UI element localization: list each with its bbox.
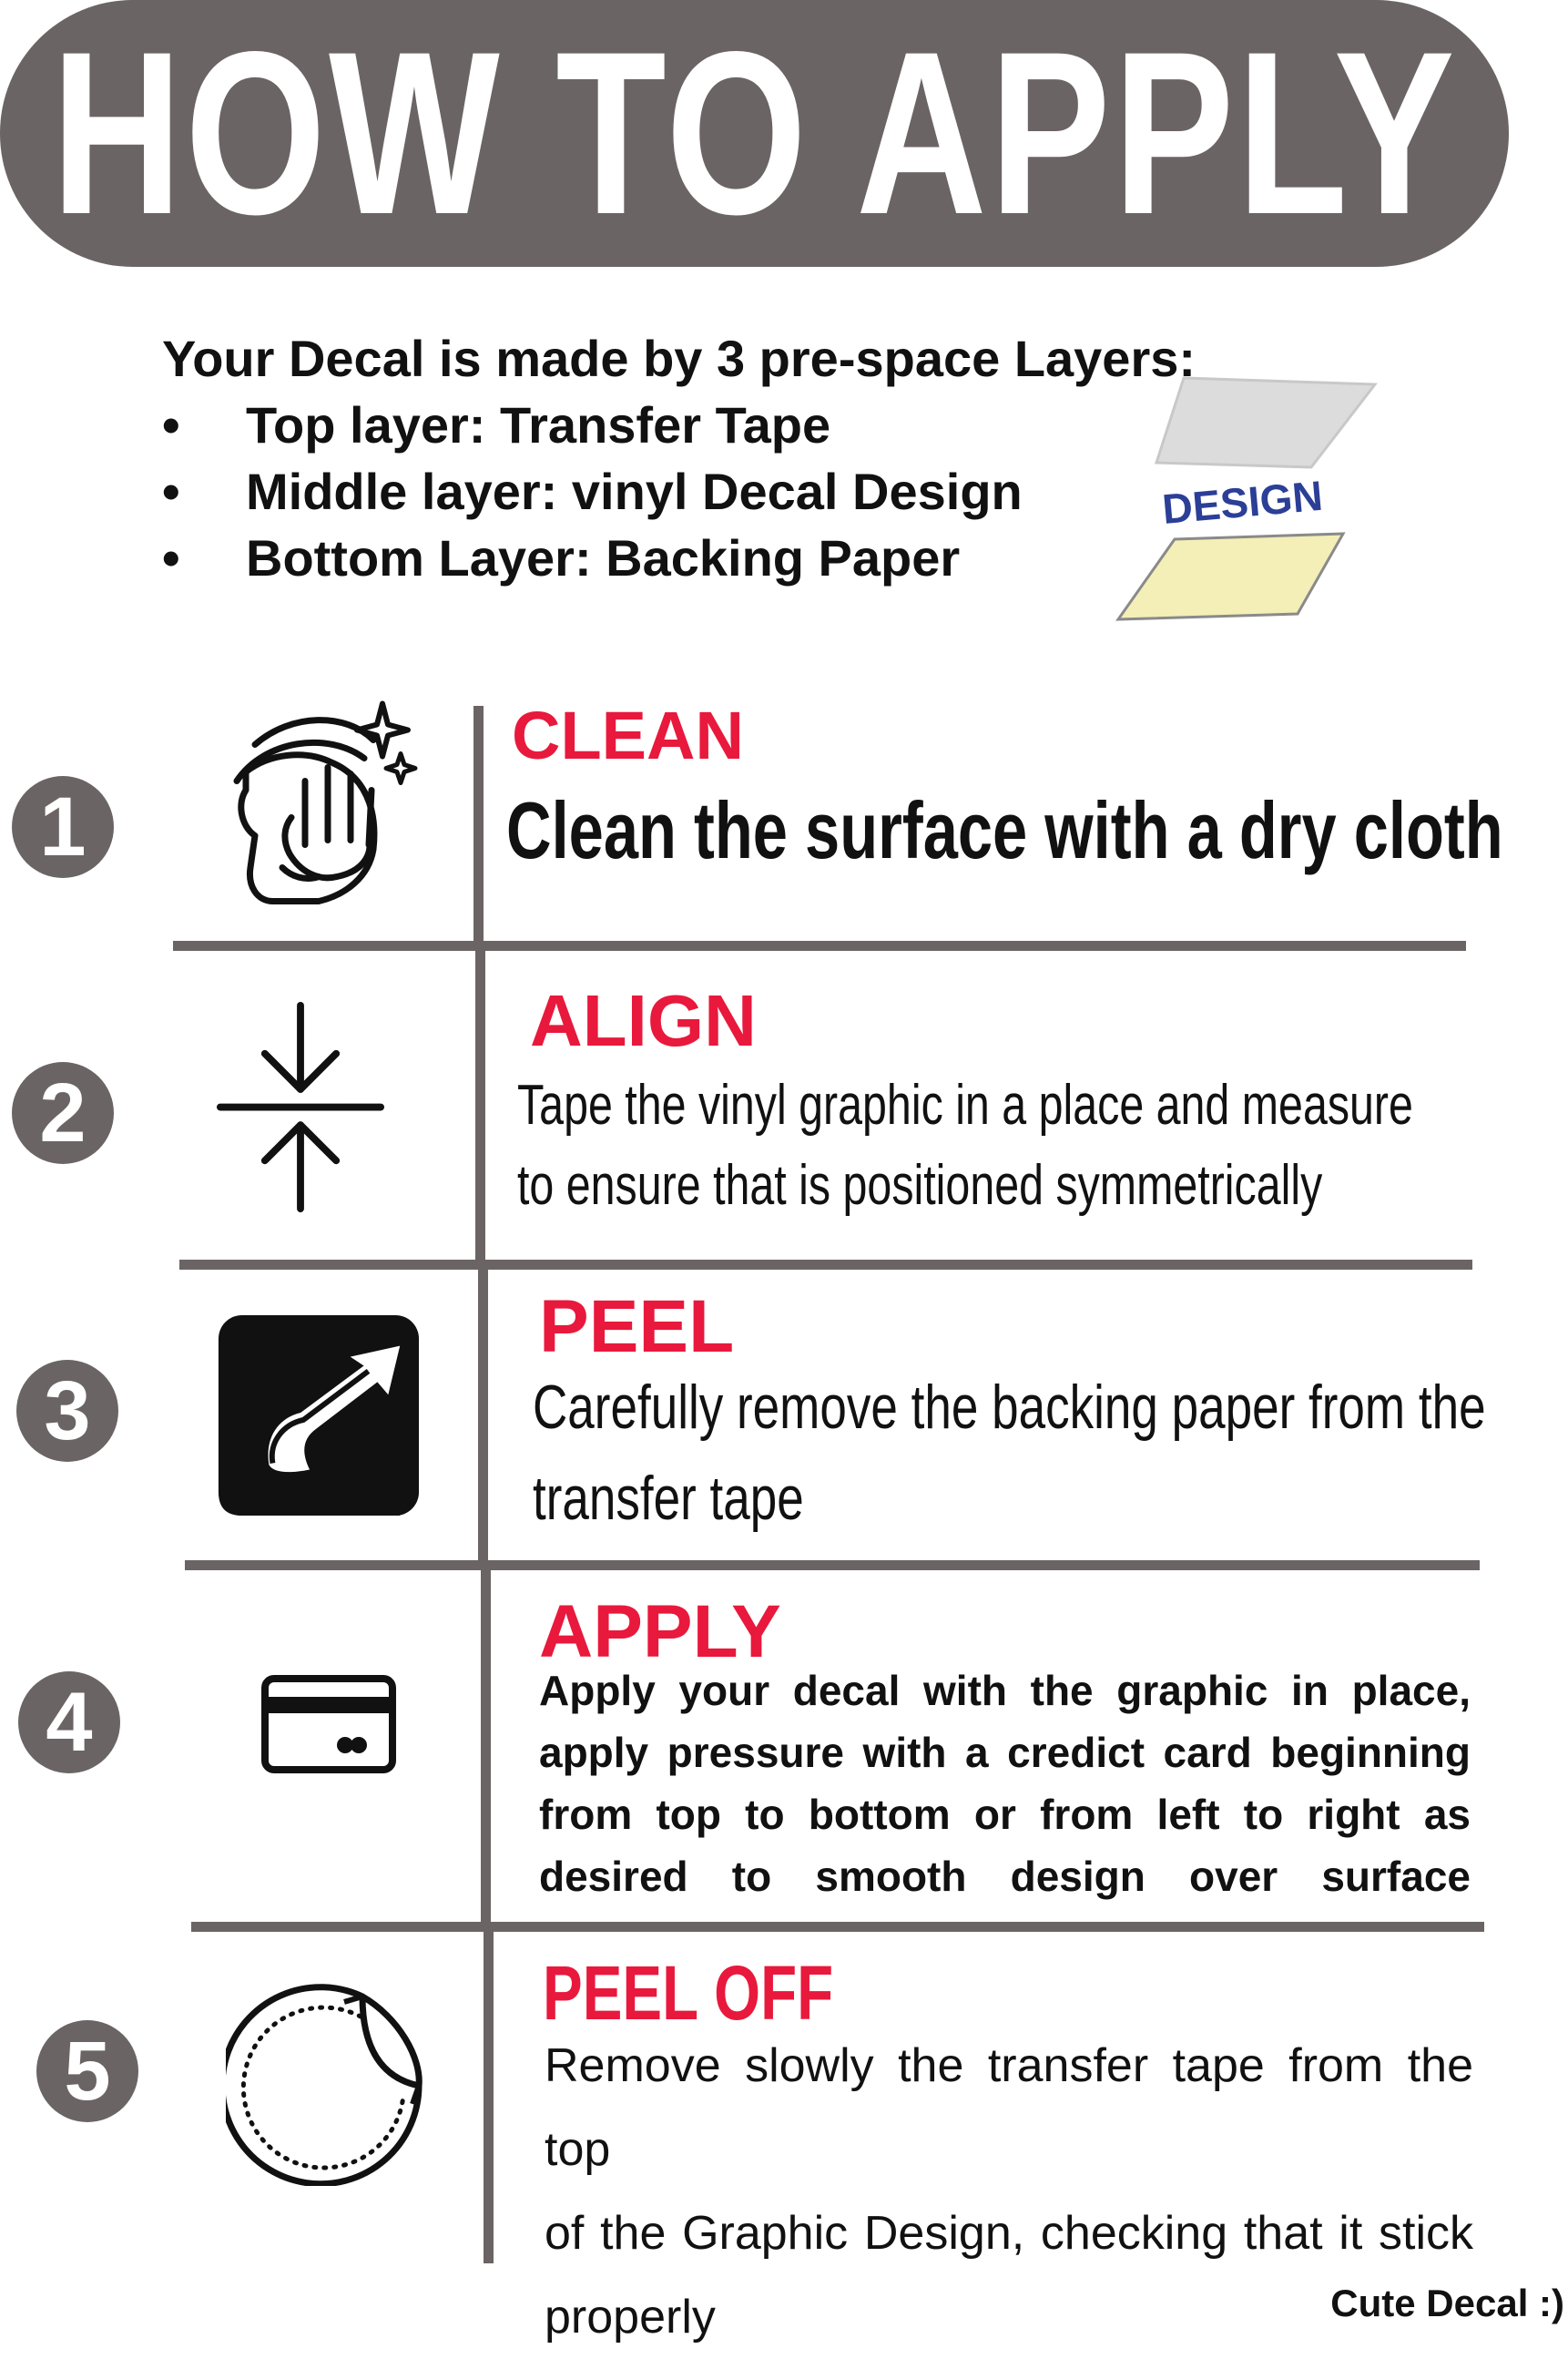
peeling-sticker-icon bbox=[226, 1976, 435, 2186]
intro-heading: Your Decal is made by 3 pre-space Layers: bbox=[162, 330, 1196, 387]
description-line: to ensure that is positioned symmetrically bbox=[517, 1154, 1323, 1217]
description-line: Remove slowly the transfer tape from the top bbox=[545, 2039, 1473, 2176]
backing-paper-layer bbox=[1118, 534, 1343, 619]
description-line: desired to smooth design over surface bbox=[539, 1853, 1471, 1900]
design-label: DESIGN bbox=[1160, 471, 1325, 533]
intro-bullet-bottom-layer bbox=[162, 525, 1164, 591]
step-description bbox=[539, 1659, 1471, 1907]
step-description bbox=[517, 1066, 1483, 1226]
step-number-badge: 5 bbox=[36, 2020, 138, 2122]
step-title: PEEL OFF bbox=[543, 1950, 834, 2036]
intro-bullet-top-layer bbox=[162, 392, 1164, 458]
description-line: Apply your decal with the graphic in place, bbox=[539, 1667, 1471, 1714]
page-title: HOW TO APPLY bbox=[51, 4, 1458, 263]
decal-layers-illustration bbox=[1111, 373, 1384, 628]
bullet-text: Middle layer: vinyl Decal Design bbox=[246, 463, 1023, 520]
description-line: from top to bottom or from left to right as bbox=[539, 1791, 1471, 1838]
divider-horizontal-1 bbox=[173, 941, 1466, 951]
step-title: PEEL bbox=[539, 1285, 735, 1368]
step-description: Clean the surface with a dry cloth bbox=[506, 785, 1503, 875]
divider-vertical-3 bbox=[478, 1266, 488, 1567]
footer-credit: Cute Decal :) bbox=[1330, 2282, 1564, 2324]
divider-vertical-5 bbox=[484, 1926, 494, 2263]
step-description bbox=[533, 1362, 1484, 1544]
align-arrows-icon bbox=[209, 1002, 392, 1216]
intro-section bbox=[162, 326, 1196, 591]
bullet-dot: • bbox=[162, 396, 180, 454]
bullet-dot: • bbox=[162, 529, 180, 587]
peel-corner-icon bbox=[215, 1312, 423, 1519]
description-line: Carefully remove the backing paper from the bbox=[533, 1373, 1486, 1442]
divider-horizontal-3 bbox=[185, 1560, 1480, 1570]
intro-bullet-middle-layer bbox=[162, 458, 1164, 525]
step-title: APPLY bbox=[539, 1590, 781, 1673]
divider-vertical-1 bbox=[473, 706, 484, 947]
step-title: CLEAN bbox=[512, 698, 744, 773]
step-number-badge: 4 bbox=[18, 1671, 120, 1773]
description-line: of the Graphic Design, checking that it stick bbox=[545, 2207, 1473, 2260]
bullet-text: Bottom Layer: Backing Paper bbox=[246, 529, 961, 587]
wiping-hand-icon bbox=[219, 688, 419, 911]
description-line: apply pressure with a credict card beginning bbox=[539, 1729, 1471, 1776]
credit-card-icon bbox=[260, 1674, 397, 1774]
transfer-tape-layer bbox=[1156, 378, 1375, 467]
divider-vertical-2 bbox=[475, 947, 485, 1266]
description-line: Tape the vinyl graphic in a place and measure bbox=[517, 1074, 1413, 1137]
description-line: transfer tape bbox=[533, 1464, 804, 1533]
step-number-badge: 3 bbox=[16, 1360, 118, 1462]
divider-horizontal-2 bbox=[179, 1260, 1472, 1270]
divider-horizontal-4 bbox=[191, 1922, 1484, 1932]
bullet-text: Top layer: Transfer Tape bbox=[246, 396, 831, 454]
bullet-dot: • bbox=[162, 463, 180, 520]
step-number-badge: 2 bbox=[12, 1062, 114, 1164]
divider-vertical-4 bbox=[481, 1567, 491, 1926]
step-title: ALIGN bbox=[530, 980, 757, 1061]
description-line: properly bbox=[545, 2291, 716, 2344]
step-number-badge: 1 bbox=[12, 776, 114, 878]
